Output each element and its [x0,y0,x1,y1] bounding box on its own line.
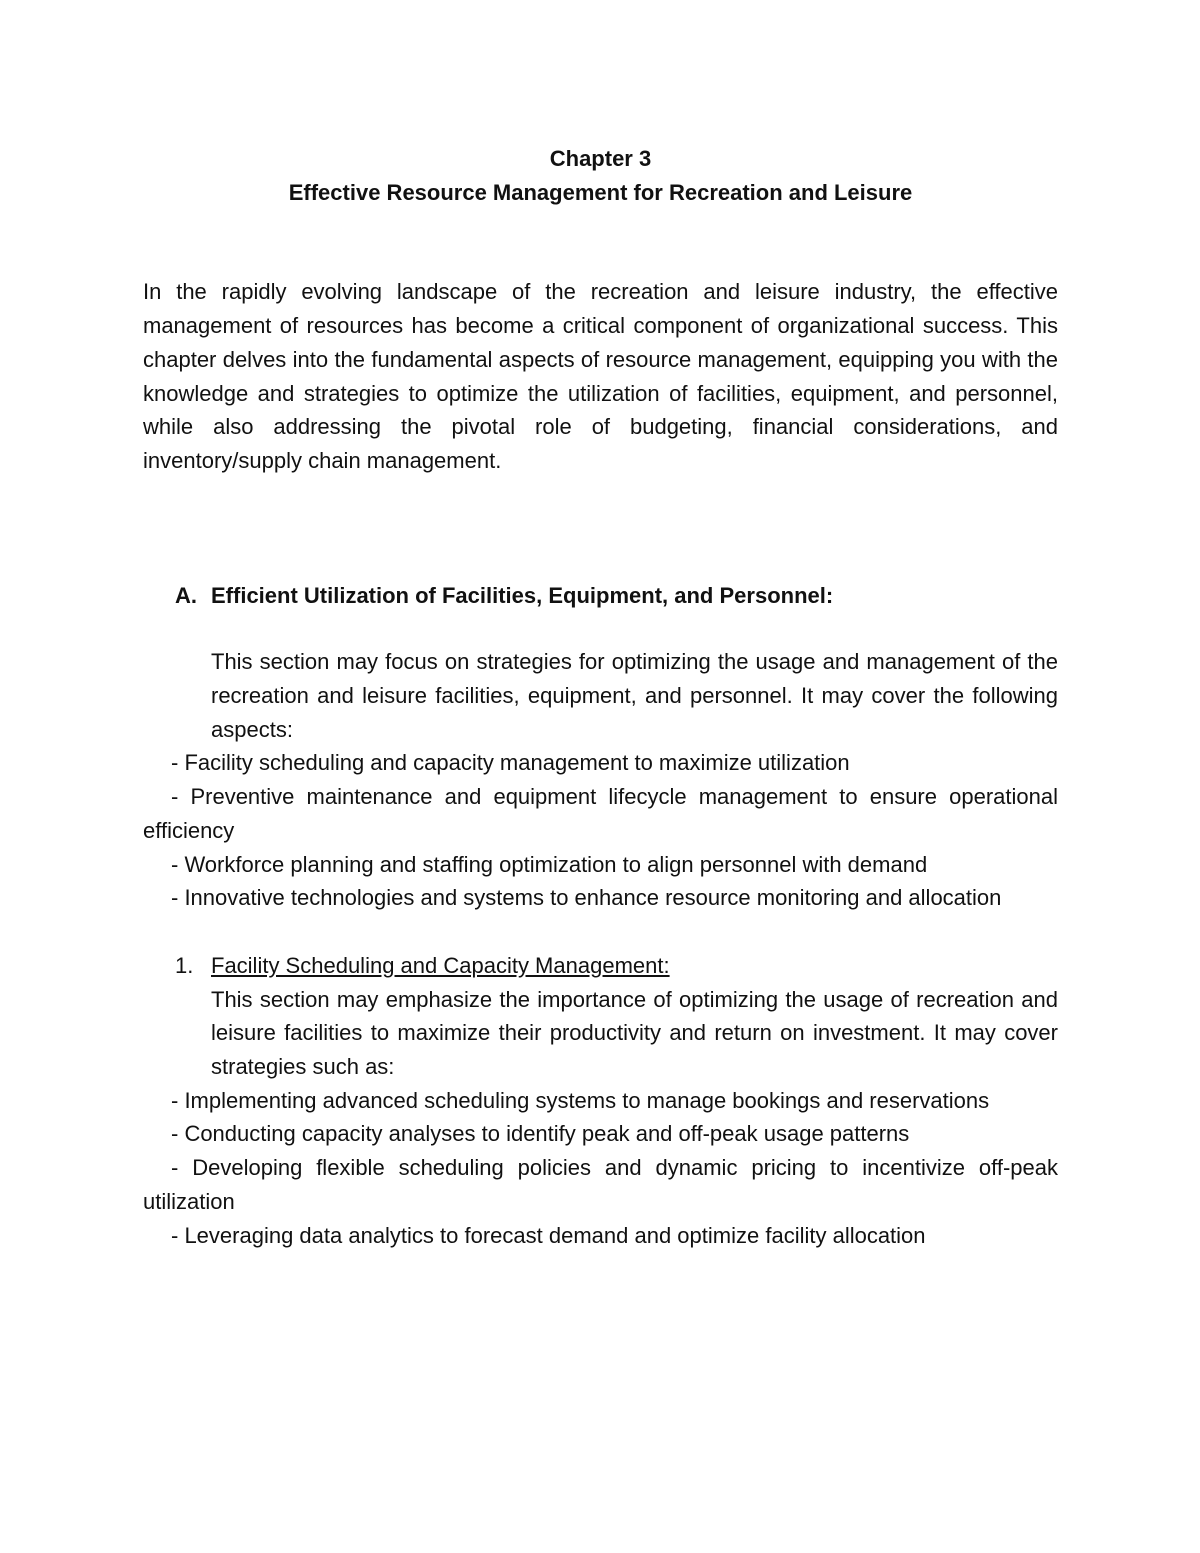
section-a-heading [143,579,1058,613]
subsection-1-heading-text: Facility Scheduling and Capacity Management: [211,952,670,978]
subsection-1-description: This section may emphasize the importance of optimizing the usage of recreation and leisure facilities to maximize their productivity and return on investment. It may cover strategies such as: [211,986,1058,1080]
intro-paragraph: In the rapidly evolving landscape of the recreation and leisure industry, the effective management of resources has become a critical component of organizational success. This chapter delves into the fundamental aspects of resource management, equipping you with the knowledge and strategies to optimize the utilization of facilities, equipment, and personnel, while also addressing the pivotal role of budgeting, financial considerations, and inventory/supply chain management. [143,279,1058,473]
chapter-label: Chapter 3 [549,146,652,171]
chapter-title: Effective Resource Management for Recreation and Leisure [288,179,913,205]
subsection-1-bullet: - Developing flexible scheduling policies and dynamic pricing to incentivize off-peak utilization [143,1155,1058,1214]
section-a-bullet: - Preventive maintenance and equipment lifecycle management to ensure operational efficiency [143,784,1058,843]
subsection-1-marker: 1. [175,952,194,978]
subsection-1-bullet: - Conducting capacity analyses to identify peak and off-peak usage patterns [171,1121,910,1147]
section-a-marker: A. [175,582,197,608]
subsection-1-heading [143,949,1058,983]
section-a-bullet: - Workforce planning and staffing optimization to align personnel with demand [171,851,928,877]
subsection-1 [143,949,1058,1252]
subsection-1-bullet: - Implementing advanced scheduling systems to manage bookings and reservations [171,1087,990,1113]
section-a [143,579,1058,915]
section-a-description: This section may focus on strategies for optimizing the usage and management of the recreation and leisure facilities, equipment, and personnel. It may cover the following aspects: [211,649,1058,742]
section-a-bullet: - Facility scheduling and capacity management to maximize utilization [171,750,850,776]
subsection-1-bullet: - Leveraging data analytics to forecast demand and optimize facility allocation [171,1222,926,1248]
chapter-title-block [143,142,1058,209]
section-a-bullet: - Innovative technologies and systems to enhance resource monitoring and allocation [171,885,1002,911]
section-a-heading-text: Efficient Utilization of Facilities, Equipment, and Personnel: [211,582,834,608]
document-body [143,142,1058,1252]
